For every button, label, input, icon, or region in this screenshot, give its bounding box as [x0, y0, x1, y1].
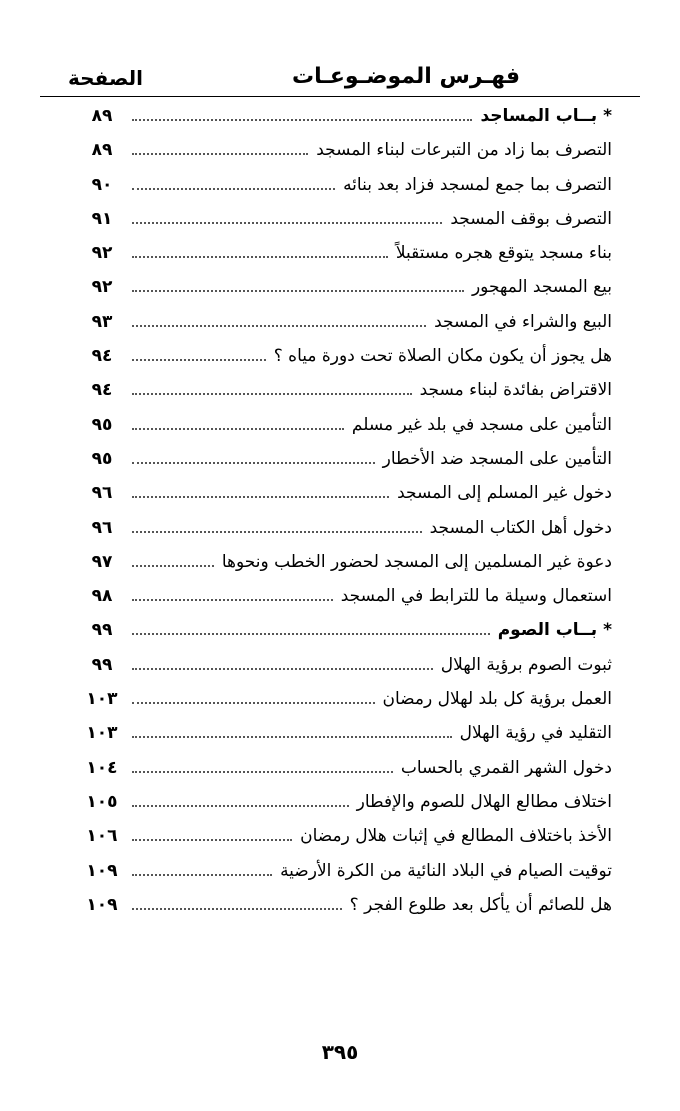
toc-entry-row: [0, 237, 680, 271]
toc-entry-row: [0, 512, 680, 546]
dot-leader: [132, 222, 442, 224]
entry-page-number: ٩٩: [91, 620, 113, 641]
entry-title: الاقتراض بفائدة لبناء مسجد: [419, 380, 612, 401]
dot-leader: [132, 325, 426, 327]
dot-leader: [132, 428, 344, 430]
entry-page-number: ١٠٩: [86, 894, 118, 915]
dot-leader: [132, 805, 349, 807]
dot-leader: [132, 565, 214, 567]
section-title: * بــاب الصوم: [497, 620, 612, 641]
toc-entry-row: [0, 820, 680, 854]
entry-page-number: ٩٥: [91, 414, 113, 435]
dot-leader: [132, 839, 292, 841]
dot-leader: [132, 736, 452, 738]
entry-page-number: ٩٢: [91, 243, 113, 264]
entry-page-number: ٩٨: [91, 586, 113, 607]
entry-title: هل للصائم أن يأكل بعد طلوع الفجر ؟: [349, 894, 612, 915]
toc-entry-row: [0, 649, 680, 683]
dot-leader: [132, 633, 490, 635]
entry-title: الأخذ باختلاف المطالع في إثبات هلال رمضان: [300, 826, 612, 847]
entry-page-number: ١٠٩: [86, 860, 118, 881]
toc-entry-row: [0, 477, 680, 511]
entry-title: البيع والشراء في المسجد: [434, 311, 612, 332]
dot-leader: [132, 462, 375, 464]
entry-page-number: ٩٧: [91, 551, 113, 572]
toc-entry-row: [0, 443, 680, 477]
toc-section-row: [0, 614, 680, 648]
index-title: فهـرس الموضـوعـات: [292, 64, 520, 89]
section-title: * بــاب المساجد: [480, 106, 612, 126]
entry-title: دخول أهل الكتاب المسجد: [429, 517, 612, 538]
entry-title: اختلاف مطالع الهلال للصوم والإفطار: [356, 791, 612, 812]
toc-entry-row: [0, 889, 680, 923]
toc-entry-row: [0, 340, 680, 374]
dot-leader: [132, 119, 472, 121]
dot-leader: [132, 290, 464, 292]
entry-page-number: ٩٦: [91, 517, 113, 538]
entry-page-number: ٨٩: [91, 140, 113, 161]
entry-page-number: ١٠٤: [86, 757, 118, 778]
entry-title: التأمين على المسجد ضد الأخطار: [382, 448, 612, 469]
toc-entry-row: [0, 546, 680, 580]
toc-entry-row: [0, 374, 680, 408]
entry-page-number: ٩٤: [91, 380, 113, 401]
toc-section-row: [0, 100, 680, 134]
toc-entry-row: [0, 717, 680, 751]
page-number: ٣٩٥: [321, 1040, 359, 1064]
entry-title: ثبوت الصوم برؤية الهلال: [440, 654, 612, 675]
entry-title: دعوة غير المسلمين إلى المسجد لحضور الخطب ونحوها: [221, 551, 612, 572]
page-header: [40, 58, 640, 97]
entry-title: التصرف بما زاد من التبرعات لبناء المسجد: [316, 140, 612, 161]
entry-title: دخول غير المسلم إلى المسجد: [397, 483, 612, 504]
entry-title: بناء مسجد يتوقع هجره مستقبلاً: [395, 243, 612, 264]
toc-entry-row: [0, 855, 680, 889]
dot-leader: [132, 668, 433, 670]
toc-entry-row: [0, 786, 680, 820]
dot-leader: [132, 771, 393, 773]
entry-title: دخول الشهر القمري بالحساب: [400, 757, 612, 778]
entry-page-number: ٩١: [91, 208, 113, 229]
entry-title: استعمال وسيلة ما للترابط في المسجد: [340, 586, 612, 607]
entry-page-number: ١٠٣: [86, 723, 118, 744]
entry-title: توقيت الصيام في البلاد النائية من الكرة الأرضية: [280, 860, 612, 881]
toc-entry-row: [0, 169, 680, 203]
entry-page-number: ٩٦: [91, 483, 113, 504]
toc-entry-row: [0, 683, 680, 717]
toc-entry-row: [0, 271, 680, 305]
dot-leader: [132, 702, 375, 704]
entry-page-number: ٩٠: [91, 174, 113, 195]
dot-leader: [132, 908, 342, 910]
entry-title: التصرف بوقف المسجد: [450, 208, 612, 229]
entry-title: التصرف بما جمع لمسجد فزاد بعد بنائه: [343, 174, 612, 195]
dot-leader: [132, 599, 333, 601]
entry-page-number: ١٠٥: [86, 791, 118, 812]
dot-leader: [132, 256, 388, 258]
toc-entry-row: [0, 306, 680, 340]
toc-entry-row: [0, 134, 680, 168]
dot-leader: [132, 393, 412, 395]
entry-title: التأمين على مسجد في بلد غير مسلم: [351, 414, 612, 435]
toc-entry-row: [0, 752, 680, 786]
toc-entry-row: [0, 203, 680, 237]
toc-entry-row: [0, 580, 680, 614]
entry-page-number: ١٠٦: [86, 826, 118, 847]
entry-title: هل يجوز أن يكون مكان الصلاة تحت دورة مياه ؟: [273, 346, 612, 367]
dot-leader: [132, 496, 389, 498]
dot-leader: [132, 359, 266, 361]
entry-title: بيع المسجد المهجور: [471, 277, 612, 298]
dot-leader: [132, 153, 308, 155]
entry-page-number: ٩٩: [91, 654, 113, 675]
toc-entry-row: [0, 409, 680, 443]
entry-page-number: ٨٩: [91, 106, 113, 126]
dot-leader: [132, 874, 272, 876]
entry-page-number: ٩٤: [91, 346, 113, 367]
dot-leader: [132, 531, 422, 533]
dot-leader: [132, 188, 335, 190]
table-of-contents: [0, 100, 680, 923]
entry-page-number: ٩٥: [91, 448, 113, 469]
entry-page-number: ١٠٣: [86, 689, 118, 710]
entry-page-number: ٩٢: [91, 277, 113, 298]
entry-page-number: ٩٣: [91, 311, 113, 332]
entry-title: العمل برؤية كل بلد لهلال رمضان: [382, 689, 612, 710]
entry-title: التقليد في رؤية الهلال: [459, 723, 612, 744]
page-column-label: الصفحة: [68, 66, 144, 90]
